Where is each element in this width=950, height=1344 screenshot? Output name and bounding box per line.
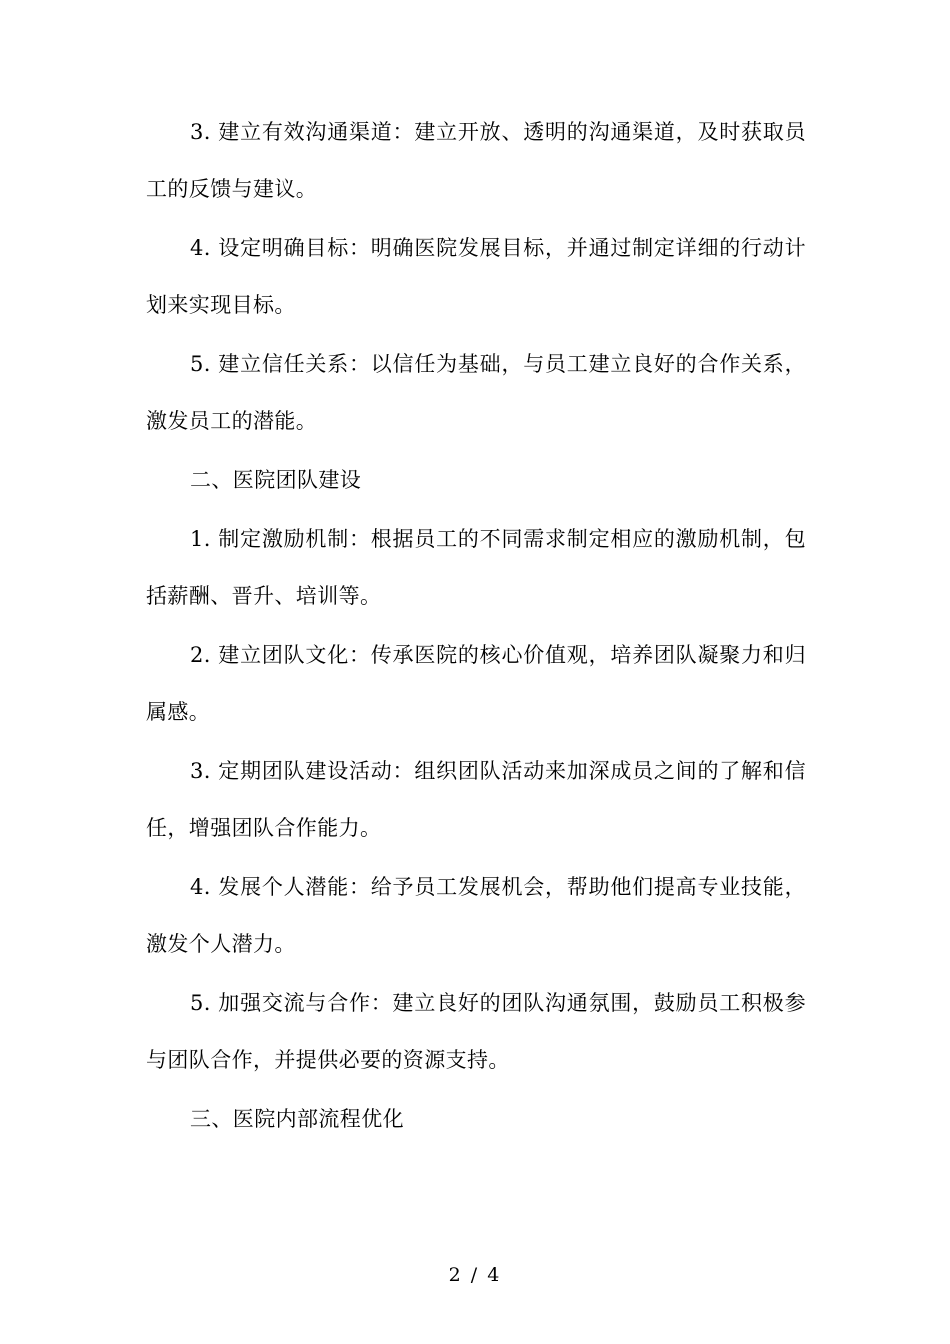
paragraph-item-3-communication: 3. 建立有效沟通渠道：建立开放、透明的沟通渠道，及时获取员工的反馈与建议。: [146, 120, 806, 201]
paragraph-item-2-culture: 2. 建立团队文化：传承医院的核心价值观，培养团队凝聚力和归属感。: [146, 643, 806, 724]
paragraph-item-1-incentives: 1. 制定激励机制：根据员工的不同需求制定相应的激励机制，包括薪酬、晋升、培训等。: [146, 527, 806, 608]
section-heading-team-building: 二、医院团队建设: [190, 468, 362, 492]
paragraph-item-4-goals: 4. 设定明确目标：明确医院发展目标，并通过制定详细的行动计划来实现目标。: [146, 236, 806, 317]
paragraph-item-5-cooperation: 5. 加强交流与合作：建立良好的团队沟通氛围，鼓励员工积极参与团队合作，并提供必要的资源支持。: [146, 991, 806, 1072]
paragraph-item-5-trust: 5. 建立信任关系：以信任为基础，与员工建立良好的合作关系，激发员工的潜能。: [146, 352, 806, 433]
paragraph-item-4-potential: 4. 发展个人潜能：给予员工发展机会，帮助他们提高专业技能，激发个人潜力。: [146, 875, 806, 956]
paragraph-item-3-activities: 3. 定期团队建设活动：组织团队活动来加深成员之间的了解和信任，增强团队合作能力。: [146, 759, 806, 840]
document-body: [146, 104, 806, 1150]
section-heading-process-optimization: 三、医院内部流程优化: [190, 1107, 404, 1131]
page-number: 2 / 4: [448, 1264, 502, 1286]
